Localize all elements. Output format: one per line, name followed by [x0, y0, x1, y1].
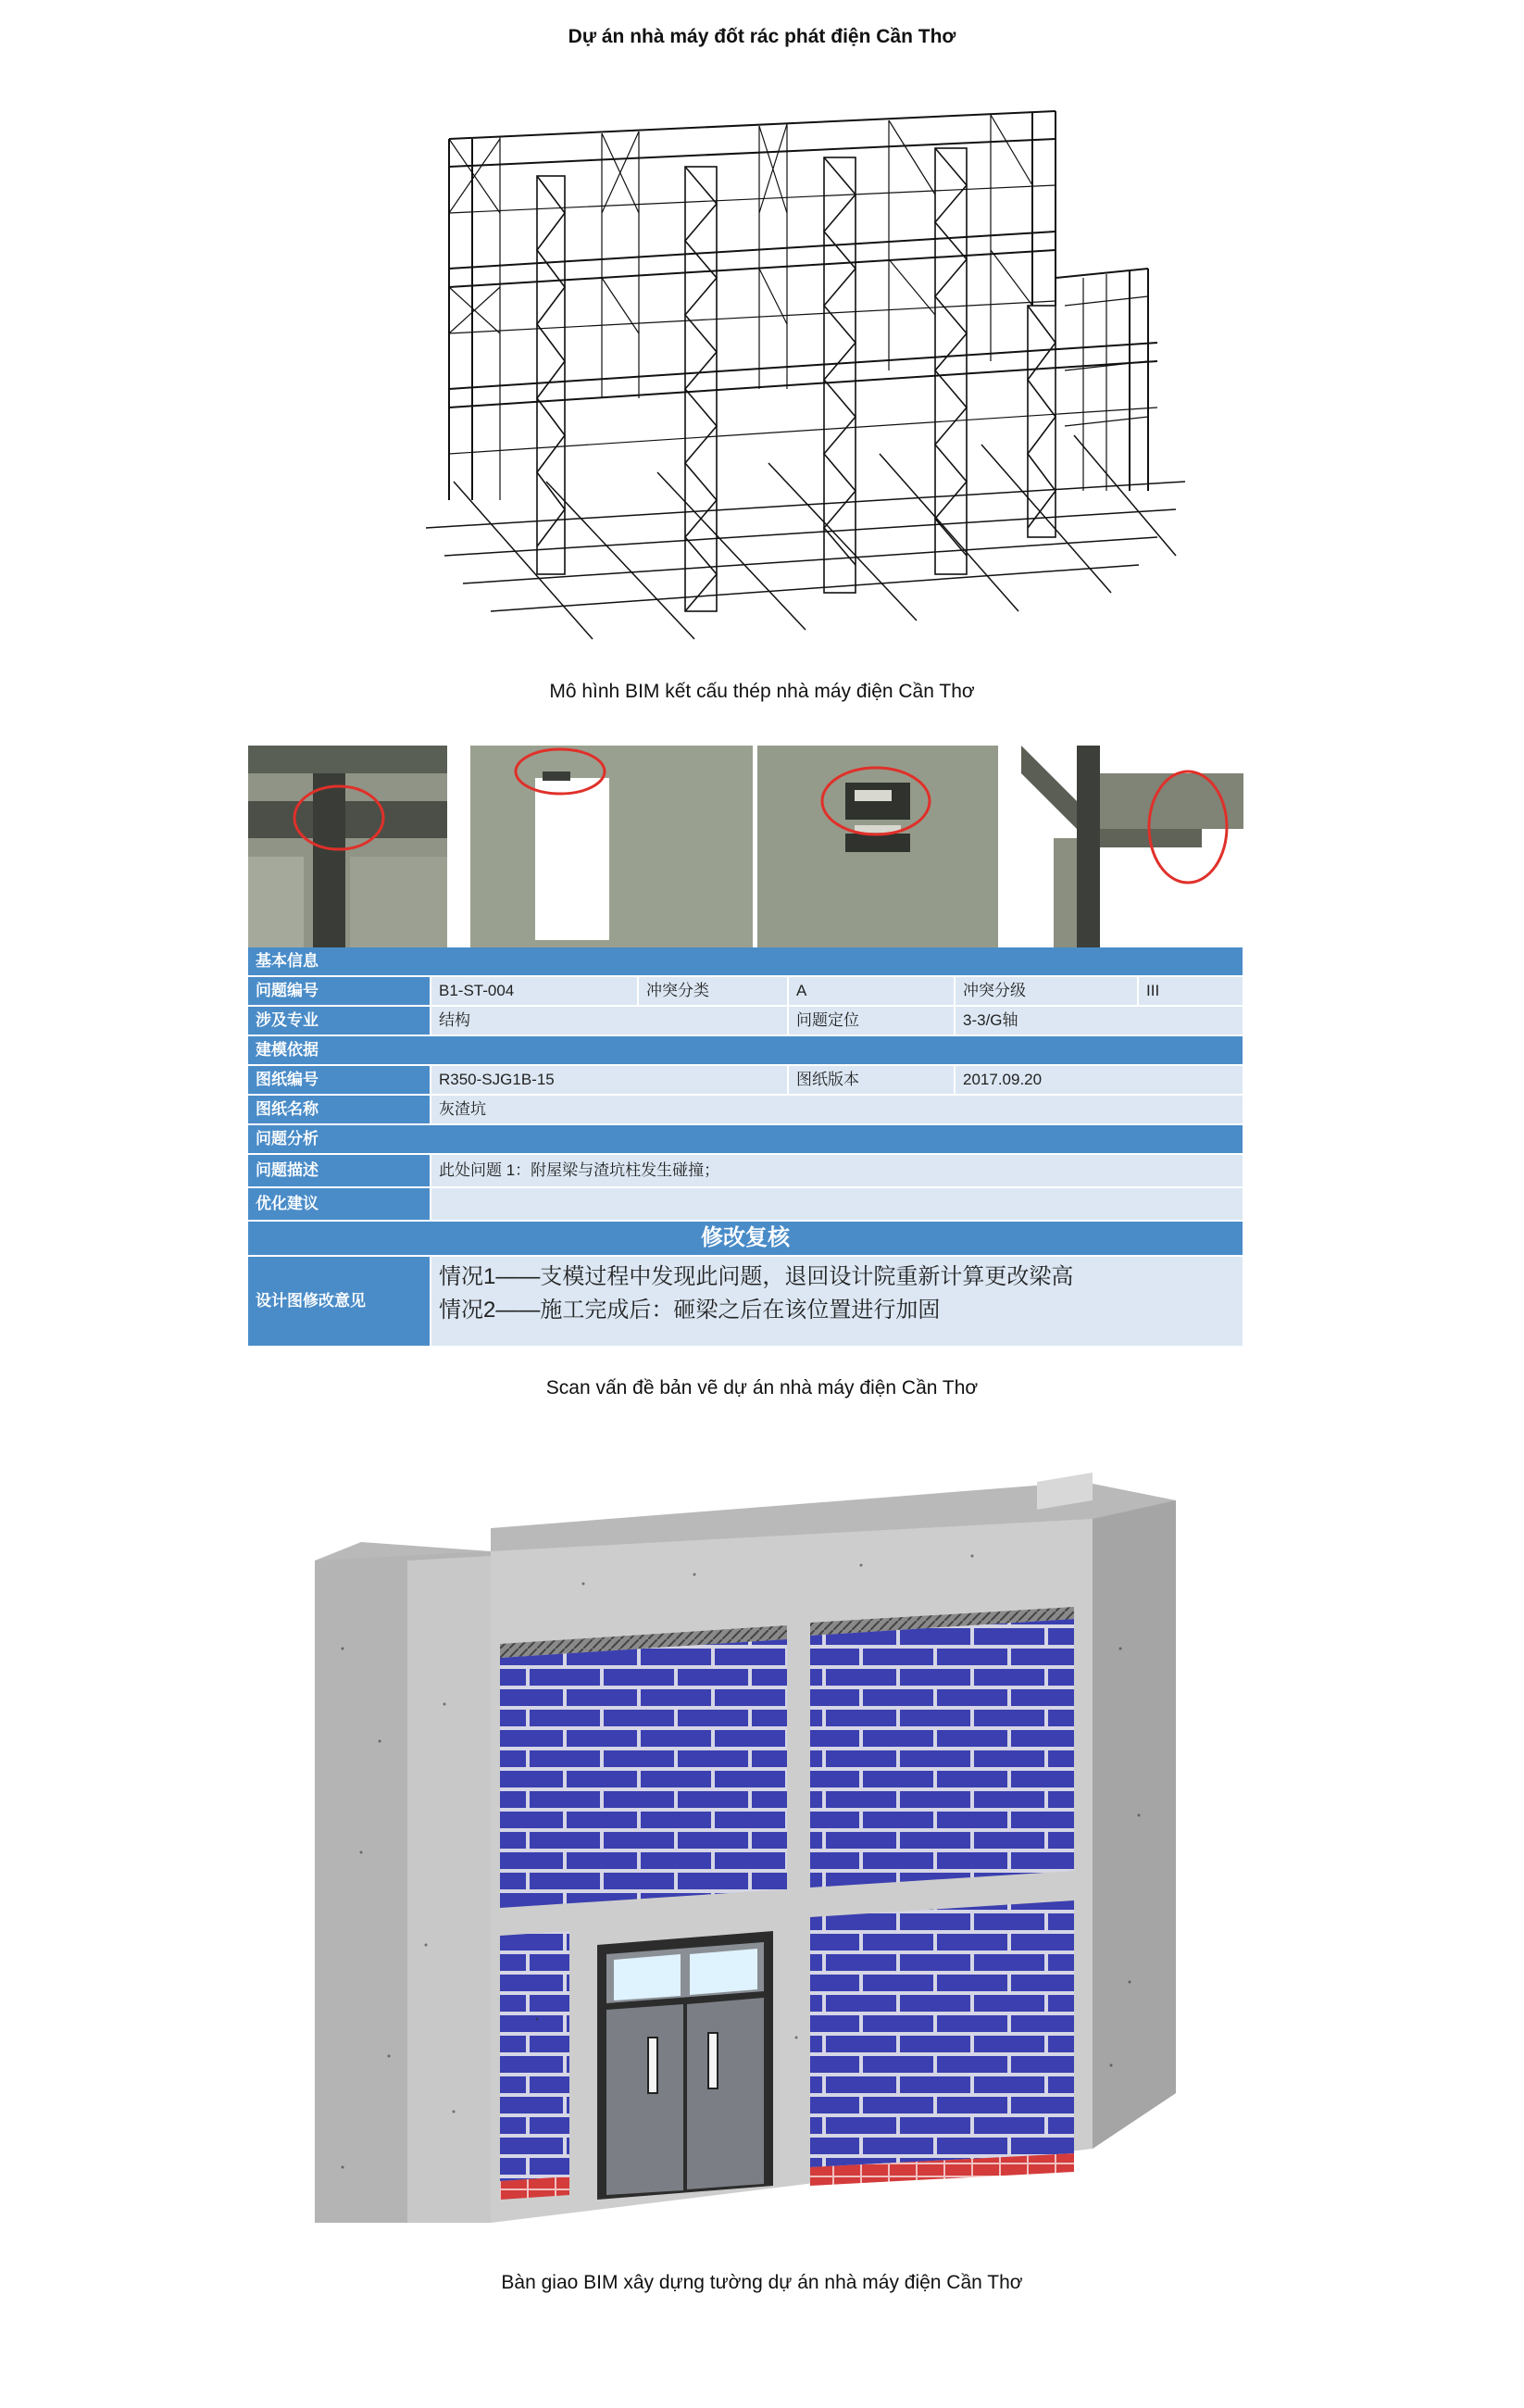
clash-issue-table	[248, 947, 1243, 1346]
conflict-level-value: III	[1139, 977, 1243, 1005]
clash-screenshot-2	[470, 746, 753, 949]
issue-no-label: 问题编号	[248, 977, 430, 1005]
table-row-drawing-name	[248, 1096, 1243, 1123]
section-basic-info: 基本信息	[248, 947, 1243, 975]
conflict-level-label: 冲突分级	[956, 977, 1137, 1005]
table-row-description	[248, 1155, 1243, 1186]
drawing-name-label: 图纸名称	[248, 1096, 430, 1123]
drawing-no-value: R350-SJG1B-15	[431, 1066, 787, 1094]
wall-handover-caption: Bàn giao BIM xây dựng tường dự án nhà máy điện Cần Thơ	[501, 2272, 1023, 2293]
suggestion-value	[431, 1188, 1243, 1220]
description-label: 问题描述	[248, 1155, 430, 1186]
table-row-suggestion	[248, 1188, 1243, 1220]
steel-model-caption: Mô hình BIM kết cấu thép nhà máy điện Cần Thơ	[549, 681, 975, 702]
drawing-name-value: 灰渣坑	[431, 1096, 1243, 1123]
discipline-label: 涉及专业	[248, 1007, 430, 1035]
opinion-line-1: 情况1——支模过程中发现此问题，退回设计院重新计算更改梁高	[439, 1264, 1074, 1289]
location-value: 3-3/G轴	[956, 1007, 1243, 1035]
lattice-columns	[537, 148, 1056, 611]
ground-grid	[426, 435, 1185, 639]
table-row-issue	[248, 977, 1243, 1005]
location-label: 问题定位	[789, 1007, 954, 1035]
table-row-design-opinion	[248, 1257, 1243, 1346]
clash-screenshot-3	[757, 746, 998, 949]
clash-screenshot-4	[1021, 746, 1243, 949]
issue-no-value: B1-ST-004	[431, 977, 637, 1005]
drawing-no-label: 图纸编号	[248, 1066, 430, 1094]
drawing-version-value: 2017.09.20	[956, 1066, 1243, 1094]
scan-issue-caption: Scan vấn đề bản vẽ dự án nhà máy điện Cần Thơ	[545, 1377, 979, 1398]
project-title: Dự án nhà máy đốt rác phát điện Cần Thơ	[568, 26, 956, 47]
drawing-version-label: 图纸版本	[789, 1066, 954, 1094]
description-value: 此处问题 1：附屋梁与渣坑柱发生碰撞；	[431, 1155, 1243, 1186]
steel-structure-model-image	[417, 93, 1194, 648]
section-revision-review: 修改复核	[248, 1222, 1243, 1255]
discipline-value: 结构	[431, 1007, 787, 1035]
conflict-type-label: 冲突分类	[639, 977, 787, 1005]
table-row-drawing-no	[248, 1066, 1243, 1094]
wall-grid	[449, 115, 1157, 500]
table-row-discipline	[248, 1007, 1243, 1035]
opinion-line-2: 情况2——施工完成后：砸梁之后在该位置进行加固	[439, 1298, 941, 1323]
clash-screenshot-1	[248, 746, 447, 949]
section-modeling-basis: 建模依据	[248, 1036, 1243, 1064]
design-opinion-label: 设计图修改意见	[248, 1257, 430, 1346]
suggestion-label: 优化建议	[248, 1188, 430, 1220]
bim-wall-render-image	[306, 1463, 1194, 2241]
design-opinion-value	[431, 1257, 1243, 1346]
conflict-type-value: A	[789, 977, 954, 1005]
section-issue-analysis: 问题分析	[248, 1125, 1243, 1153]
